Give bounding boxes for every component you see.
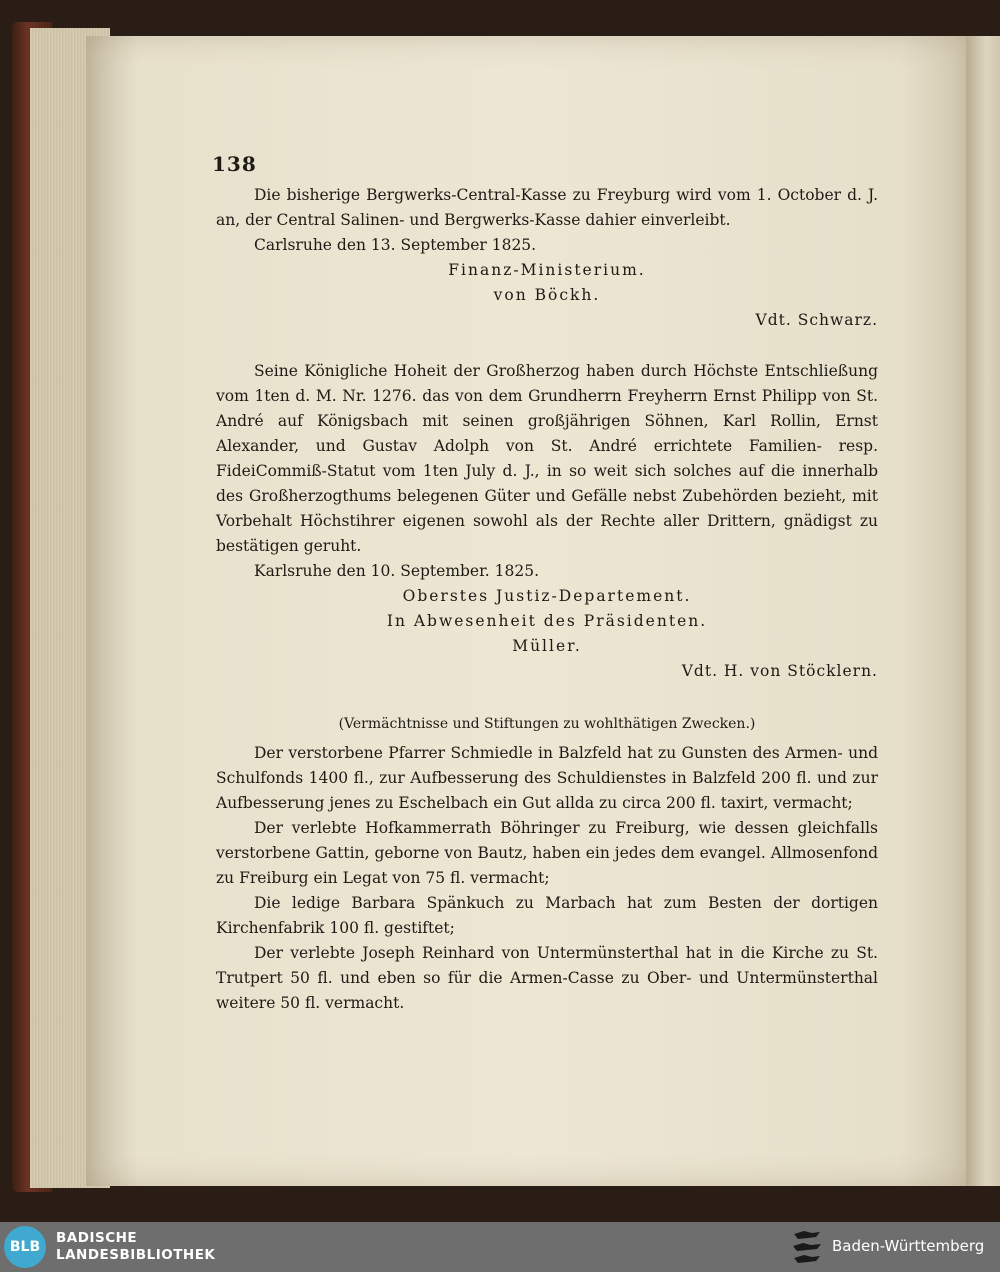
library-name-line2: LANDESBIBLIOTHEK — [56, 1247, 216, 1263]
baden-wuerttemberg-lions-icon[interactable] — [790, 1228, 824, 1266]
paragraph-bergwerks-kasse: Die bisherige Bergwerks-Central-Kasse zu Freyburg wird vom 1. October d. J. an, der Central Salinen- und Bergwerks-Kasse dahier einverleibt. — [216, 186, 878, 229]
paragraph-boehringer: Der verlebte Hofkammerrath Böhringer zu Freiburg, wie dessen gleichfalls verstorbene Gattin, geborne von Bautz, haben ein jedes dem evangel. Allmosenfond zu Freiburg ein Legat von 75 fl. vermacht; — [216, 819, 878, 887]
paragraph-fideicommiss: Seine Königliche Hoheit der Großherzog haben durch Höchste Entschließung vom 1ten d. M. Nr. 1276. das von dem Grundherrn Freyherrn Ernst Philipp von St. André auf Königsbach mit seinen großjährigen Söhnen, Karl Rollin, Ernst Alexander, und Gustav Adolph von St. André errichtete Familien- resp. FideiCommiß-Statut vom 1ten July d. J., in so weit sich solches auf die innerhalb des Großherzogthums belegenen Güter und Gefälle nebst Zubehörden bezieht, mit Vorbehalt Höchstihrer eigenen sowohl als der Rechte aller Drittern, gnädigst zu bestätigen geruht. — [216, 362, 878, 555]
section-heading: (Vermächtnisse und Stiftungen zu wohlthätigen Zwecken.) — [338, 716, 756, 732]
footer-bar — [0, 1222, 1000, 1272]
page-number: 138 — [212, 152, 257, 176]
blb-logo[interactable]: BLB — [4, 1226, 46, 1268]
signature-boeckh: von Böckh. — [493, 286, 601, 304]
signature-mueller: Müller. — [512, 637, 582, 655]
ministry-name: Finanz-Ministerium. — [448, 261, 646, 279]
paragraph-reinhard: Der verlebte Joseph Reinhard von Untermünsterthal hat in die Kirche zu St. Trutpert 50 fl. und eben so für die Armen-Casse zu Ober- und Untermünsterthal weitere 50 fl. vermacht. — [216, 944, 878, 1012]
facing-page-edge — [966, 36, 1000, 1186]
department-name: Oberstes Justiz-Departement. — [402, 587, 692, 605]
absence-note: In Abwesenheit des Präsidenten. — [386, 612, 708, 630]
countersignature-schwarz: Vdt. Schwarz. — [755, 311, 878, 329]
page-text — [212, 152, 878, 1016]
countersignature-stoecklern: Vdt. H. von Stöcklern. — [681, 662, 878, 680]
date-line-1: Carlsruhe den 13. September 1825. — [254, 236, 537, 254]
state-name[interactable]: Baden-Württemberg — [832, 1237, 985, 1255]
paragraph-spaenkuch: Die ledige Barbara Spänkuch zu Marbach hat zum Besten der dortigen Kirchenfabrik 100 fl. gestiftet; — [216, 894, 878, 937]
library-name-line1: BADISCHE — [56, 1230, 138, 1246]
paragraph-schmiedle: Der verstorbene Pfarrer Schmiedle in Balzfeld hat zu Gunsten des Armen- und Schulfonds 1400 fl., zur Aufbesserung des Schuldienstes in Balzfeld 200 fl. und zur Aufbesserung jenes zu Eschelbach ein Gut allda zu circa 200 fl. taxirt, vermacht; — [216, 744, 878, 812]
date-line-2: Karlsruhe den 10. September. 1825. — [254, 562, 540, 580]
library-name[interactable] — [56, 1230, 215, 1264]
